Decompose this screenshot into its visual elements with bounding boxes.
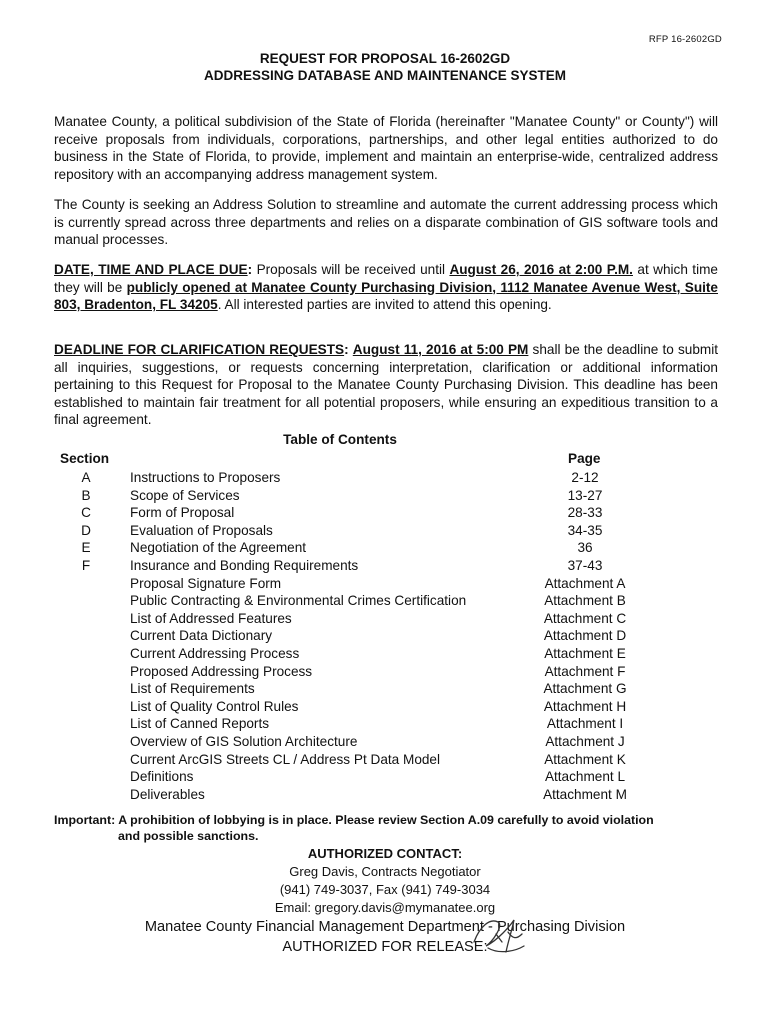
lobbying-notice-line-2: and possible sanctions. bbox=[118, 829, 259, 843]
due-label: DATE, TIME AND PLACE DUE bbox=[54, 262, 248, 277]
toc-section-letter: C bbox=[81, 505, 91, 521]
due-text-3: . All interested parties are invited to attend this opening. bbox=[217, 297, 552, 313]
toc-row bbox=[54, 610, 654, 628]
toc-section-name: Overview of GIS Solution Architecture bbox=[130, 733, 358, 749]
clarification-paragraph bbox=[54, 341, 718, 429]
handwritten-signature bbox=[468, 912, 528, 960]
toc-row bbox=[54, 592, 654, 610]
toc-section-name: Instructions to Proposers bbox=[130, 470, 281, 485]
toc-row bbox=[54, 698, 654, 716]
due-text-2: at which time they will be bbox=[54, 262, 718, 295]
toc-page-ref: 34-35 bbox=[567, 522, 603, 538]
toc-section-name: Proposed Addressing Process bbox=[130, 663, 313, 679]
toc-section-name: Current ArcGIS Streets CL / Address Pt Data Model bbox=[130, 751, 441, 767]
toc-row bbox=[54, 627, 654, 645]
toc-section-name: Current Addressing Process bbox=[130, 645, 300, 661]
title-line-2: ADDRESSING DATABASE AND MAINTENANCE SYSTEM bbox=[203, 68, 566, 83]
rfp-reference: RFP 16-2602GD bbox=[648, 34, 722, 45]
toc-row bbox=[54, 522, 654, 540]
clarification-label: DEADLINE FOR CLARIFICATION REQUESTS bbox=[54, 342, 345, 357]
toc-page-ref: 2-12 bbox=[571, 470, 599, 485]
toc-page-ref: Attachment B bbox=[544, 593, 626, 609]
toc-section-letter: F bbox=[81, 557, 91, 573]
toc-section-name: List of Quality Control Rules bbox=[130, 698, 299, 714]
toc-section-header: Section bbox=[60, 451, 110, 466]
contact-email: Email: gregory.davis@mymanatee.org bbox=[274, 900, 496, 915]
toc-row bbox=[54, 469, 654, 487]
due-place: publicly opened at Manatee County Purchasing Division, 1112 Manatee Avenue West, Suite 803, Bradenton, FL 34205 bbox=[54, 279, 718, 313]
toc-section-letter: D bbox=[81, 522, 91, 538]
toc-section-name: Current Data Dictionary bbox=[130, 628, 273, 644]
toc-page-ref: 28-33 bbox=[567, 505, 603, 521]
toc-section-name: Insurance and Bonding Requirements bbox=[130, 557, 359, 573]
toc-page-ref: Attachment A bbox=[544, 575, 626, 591]
toc-page-ref: Attachment C bbox=[543, 610, 627, 626]
intro-paragraph: Manatee County, a political subdivision of the State of Florida (hereinafter "Manatee County" or County") will receive proposals from individuals, corporations, partnerships, and other legal entities authorized to do business in the State of Florida, to provide, implement and maintain an enterprise-wide, centralized address repository with an accompanying address management system. bbox=[54, 114, 718, 182]
due-colon: : bbox=[247, 262, 253, 277]
toc-section-name: Negotiation of the Agreement bbox=[130, 540, 307, 556]
contact-department: Manatee County Financial Management Department - Purchasing Division bbox=[144, 919, 626, 935]
toc-page-ref: 36 bbox=[577, 540, 593, 556]
toc-page-ref: Attachment K bbox=[544, 751, 626, 767]
toc-section-letter: B bbox=[81, 487, 91, 503]
toc-page-ref: Attachment F bbox=[544, 663, 626, 679]
due-date: August 26, 2016 at 2:00 P.M. bbox=[449, 262, 633, 277]
toc-page-ref: 37-43 bbox=[567, 557, 603, 573]
toc-page-ref: Attachment E bbox=[544, 645, 626, 661]
toc-section-letter: A bbox=[81, 470, 91, 485]
lobbying-notice bbox=[54, 812, 734, 844]
toc-section-name: Deliverables bbox=[130, 786, 205, 802]
toc-page-ref: Attachment M bbox=[543, 786, 627, 802]
toc-section-name: Proposal Signature Form bbox=[130, 575, 282, 591]
release-line: AUTHORIZED FOR RELEASE: bbox=[282, 939, 488, 955]
toc-page-ref: Attachment H bbox=[543, 698, 627, 714]
title-line-1: REQUEST FOR PROPOSAL 16-2602GD bbox=[259, 51, 511, 66]
clarification-date: August 11, 2016 at 5:00 PM bbox=[352, 342, 529, 357]
toc-section-name: Evaluation of Proposals bbox=[130, 522, 273, 538]
toc-page-ref: Attachment L bbox=[544, 769, 626, 785]
toc-row bbox=[54, 786, 654, 804]
toc-row bbox=[54, 539, 654, 557]
toc-page-ref: Attachment D bbox=[543, 628, 627, 644]
seeking-paragraph: The County is seeking an Address Solution to streamline and automate the current addressing process which is currently spread across three departments and relies on a disparate combination of GIS software tools and manual processes. bbox=[54, 197, 718, 248]
toc-list bbox=[54, 469, 654, 803]
contact-name: Greg Davis, Contracts Negotiator bbox=[289, 864, 481, 879]
contact-phone: (941) 749-3037, Fax (941) 749-3034 bbox=[279, 882, 491, 897]
toc-section-name: Definitions bbox=[130, 769, 194, 785]
authorized-contact bbox=[0, 845, 770, 957]
toc-section-name: Form of Proposal bbox=[130, 505, 235, 521]
lobbying-notice-line-1: Important: A prohibition of lobbying is in place. Please review Section A.09 carefully to avoid violation bbox=[54, 813, 654, 827]
due-paragraph bbox=[54, 261, 718, 314]
toc-section-name: Scope of Services bbox=[130, 487, 240, 503]
document-title bbox=[0, 50, 770, 84]
toc-row bbox=[54, 575, 654, 593]
toc-row bbox=[54, 645, 654, 663]
toc-section-name: List of Requirements bbox=[130, 681, 255, 697]
toc-row bbox=[54, 487, 654, 505]
toc-row bbox=[54, 557, 654, 575]
toc-section-name: List of Addressed Features bbox=[130, 610, 292, 626]
toc-row bbox=[54, 768, 654, 786]
toc-row bbox=[54, 504, 654, 522]
toc-row bbox=[54, 733, 654, 751]
toc-page-ref: 13-27 bbox=[567, 487, 603, 503]
toc-row bbox=[54, 663, 654, 681]
toc-row bbox=[54, 680, 654, 698]
toc-page-ref: Attachment J bbox=[545, 733, 625, 749]
clarification-colon: : bbox=[344, 342, 349, 357]
due-text-1: Proposals will be received until bbox=[252, 262, 450, 277]
toc-section-name: Public Contracting & Environmental Crimes Certification bbox=[130, 593, 467, 609]
toc-title: Table of Contents bbox=[283, 432, 397, 447]
contact-title: AUTHORIZED CONTACT: bbox=[307, 846, 463, 861]
toc-page-ref: Attachment I bbox=[546, 716, 624, 732]
toc-row bbox=[54, 715, 654, 733]
toc-section-letter: E bbox=[81, 540, 91, 556]
toc-row bbox=[54, 751, 654, 769]
toc-page-ref: Attachment G bbox=[543, 681, 627, 697]
toc-section-name: List of Canned Reports bbox=[130, 716, 270, 732]
toc-page-header: Page bbox=[568, 451, 601, 466]
clarification-text: shall be the deadline to submit all inquiries, suggestions, or requests concerning interpretation, clarification or additional information pertaining to this Request for Proposal to the Manatee County Purchasing Division. This deadline has been established to maintain fair treatment for all potential proposers, while ensuring an expeditious transition to a final agreement. bbox=[54, 342, 718, 428]
